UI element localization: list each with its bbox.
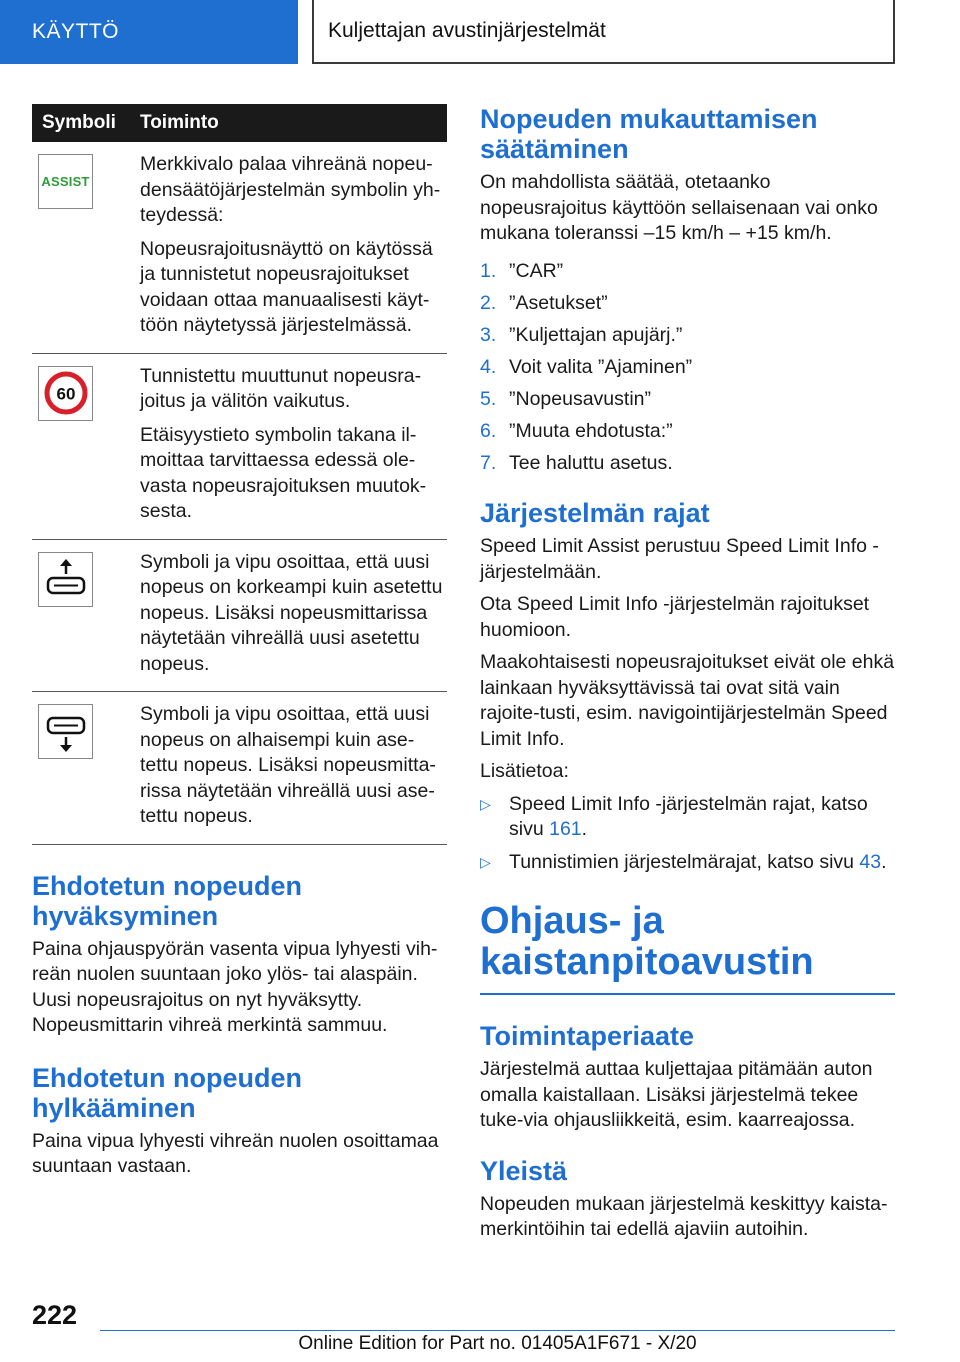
list-item: 4. Voit valita ”Ajaminen”: [480, 355, 693, 378]
limits-heading: Järjestelmän rajat: [480, 498, 710, 528]
section-divider: [480, 993, 895, 995]
reject-heading: Ehdotetun nopeuden hylkääminen: [32, 1062, 302, 1123]
page-link[interactable]: 161: [549, 818, 582, 840]
general-heading: Yleistä: [480, 1155, 568, 1186]
assist-icon: [38, 154, 93, 209]
list-item: 5. ”Nopeusavustin”: [480, 387, 651, 410]
table-header-row: [32, 104, 447, 142]
footer-edition: Online Edition for Part no. 01405A1F671 - X/20: [298, 1333, 697, 1354]
list-item: 7. Tee haluttu asetus.: [480, 451, 673, 474]
symbol-table: [32, 104, 447, 845]
list-item: 2. ”Asetukset”: [480, 291, 608, 314]
table-cell-text: Tunnistettu muuttunut nopeusra-joitus ja välitön vaikutus.: [140, 364, 422, 412]
limits-more-label: Lisätietoa:: [480, 760, 569, 782]
footer-divider: [100, 1330, 895, 1331]
list-item: ▷ Tunnistimien järjestelmärajat, katso sivu 43.: [480, 850, 895, 876]
table-cell-text: Etäisyystieto symbolin takana il-moittaa tarvittaessa edessä ole-vasta nopeusrajoituksen muutok-sesta.: [140, 423, 427, 522]
list-item: 3. ”Kuljettajan apujärj.”: [480, 323, 683, 346]
accept-text: Paina ohjauspyörän vasenta vipua lyhyesti vih-reän nuolen suuntaan joko ylös- tai alaspäin. Uusi nopeusrajoitus on nyt hyväksytty. Nopeusmittarin vihreä merkintä sammuu.: [32, 937, 438, 1036]
list-item: ▷ Speed Limit Info -järjestelmän rajat, katso sivu 161.: [480, 792, 895, 843]
table-row: [32, 353, 447, 539]
table-row: [32, 142, 447, 353]
header-chapter-title: Kuljettajan avustinjärjestelmät: [312, 0, 895, 64]
assist-icon-text: ASSIST: [41, 174, 90, 189]
triangle-bullet-icon: ▷: [480, 795, 491, 812]
steering-heading: Ohjaus- ja kaistanpitoavustin: [480, 900, 814, 983]
table-row: [32, 539, 447, 692]
limits-text-2: Ota Speed Limit Info -järjestelmän rajoitukset huomioon.: [480, 593, 870, 641]
lever-down-graphic: [44, 710, 88, 754]
adjust-heading: Nopeuden mukauttamisen säätäminen: [480, 104, 818, 164]
speed-limit-sign-icon: [38, 366, 93, 421]
accept-heading: Ehdotetun nopeuden hyväksyminen: [32, 870, 302, 931]
table-cell-text: Nopeusrajoitusnäyttö on käytössä ja tunnistetut nopeusrajoitukset voidaan ottaa manuaalisesti käyt-töön näytetyssä järjestelmässä.: [140, 237, 433, 336]
right-column: [480, 104, 895, 1250]
speed-limit-sign-graphic: [44, 371, 88, 415]
speed-limit-value: 60: [56, 384, 75, 404]
table-cell-text: Symboli ja vipu osoittaa, että uusi nopeus on korkeampi kuin asetettu nopeus. Lisäksi nopeusmittarissa näytetään vihreällä uusi asetettu nopeus.: [140, 550, 443, 675]
reject-text: Paina vipua lyhyesti vihreän nuolen osoittamaa suuntaan vastaan.: [32, 1129, 439, 1177]
limits-text-1: Speed Limit Assist perustuu Speed Limit Info -järjestelmään.: [480, 535, 879, 583]
table-header-symbol: Symboli: [32, 104, 140, 142]
limits-references-list: [480, 792, 895, 876]
page-link[interactable]: 43: [859, 850, 882, 873]
table-cell-text: Symboli ja vipu osoittaa, että uusi nopeus on alhaisempi kuin ase-tettu nopeus. Lisäksi nopeusmitta-rissa näytetään vihreällä uusi ase-tettu nopeus.: [140, 703, 436, 827]
lever-up-icon: [38, 552, 93, 607]
table-cell-text: Merkkivalo palaa vihreänä nopeu-densäätöjärjestelmän symbolin yh-teydessä:: [140, 153, 441, 226]
left-column: [32, 104, 447, 1187]
list-item: 1. ”CAR”: [480, 259, 564, 282]
table-row: [32, 692, 447, 845]
limits-text-3: Maakohtaisesti nopeusrajoitukset eivät ole ehkä lainkaan hyväksyttävissä tai ovat sitä vain rajoite-tusti, esim. navigointijärjestelmän Speed Limit Info.: [480, 651, 895, 750]
general-text: Nopeuden mukaan järjestelmä keskittyy kaista-merkintöihin tai edellä ajaviin autoihin.: [480, 1192, 888, 1240]
adjust-steps-list: [480, 259, 895, 477]
principle-text: Järjestelmä auttaa kuljettajaa pitämään auton omalla kaistallaan. Lisäksi järjestelmä tekee tuke-via ohjausliikkeitä, esim. kaarreajossa.: [480, 1058, 873, 1131]
table-header-function: Toiminto: [140, 104, 447, 142]
lever-down-icon: [38, 704, 93, 759]
header-section-label: KÄYTTÖ: [0, 0, 298, 64]
triangle-bullet-icon: ▷: [480, 853, 491, 870]
principle-heading: Toimintaperiaate: [480, 1021, 695, 1051]
lever-up-graphic: [44, 557, 88, 601]
page-number: 222: [32, 1300, 78, 1330]
list-item: 6. ”Muuta ehdotusta:”: [480, 419, 673, 442]
adjust-text: On mahdollista säätää, otetaanko nopeusrajoitus käyttöön sellaisenaan vai onko mukana toleranssi –15 km/h – +15 km/h.: [480, 171, 878, 244]
